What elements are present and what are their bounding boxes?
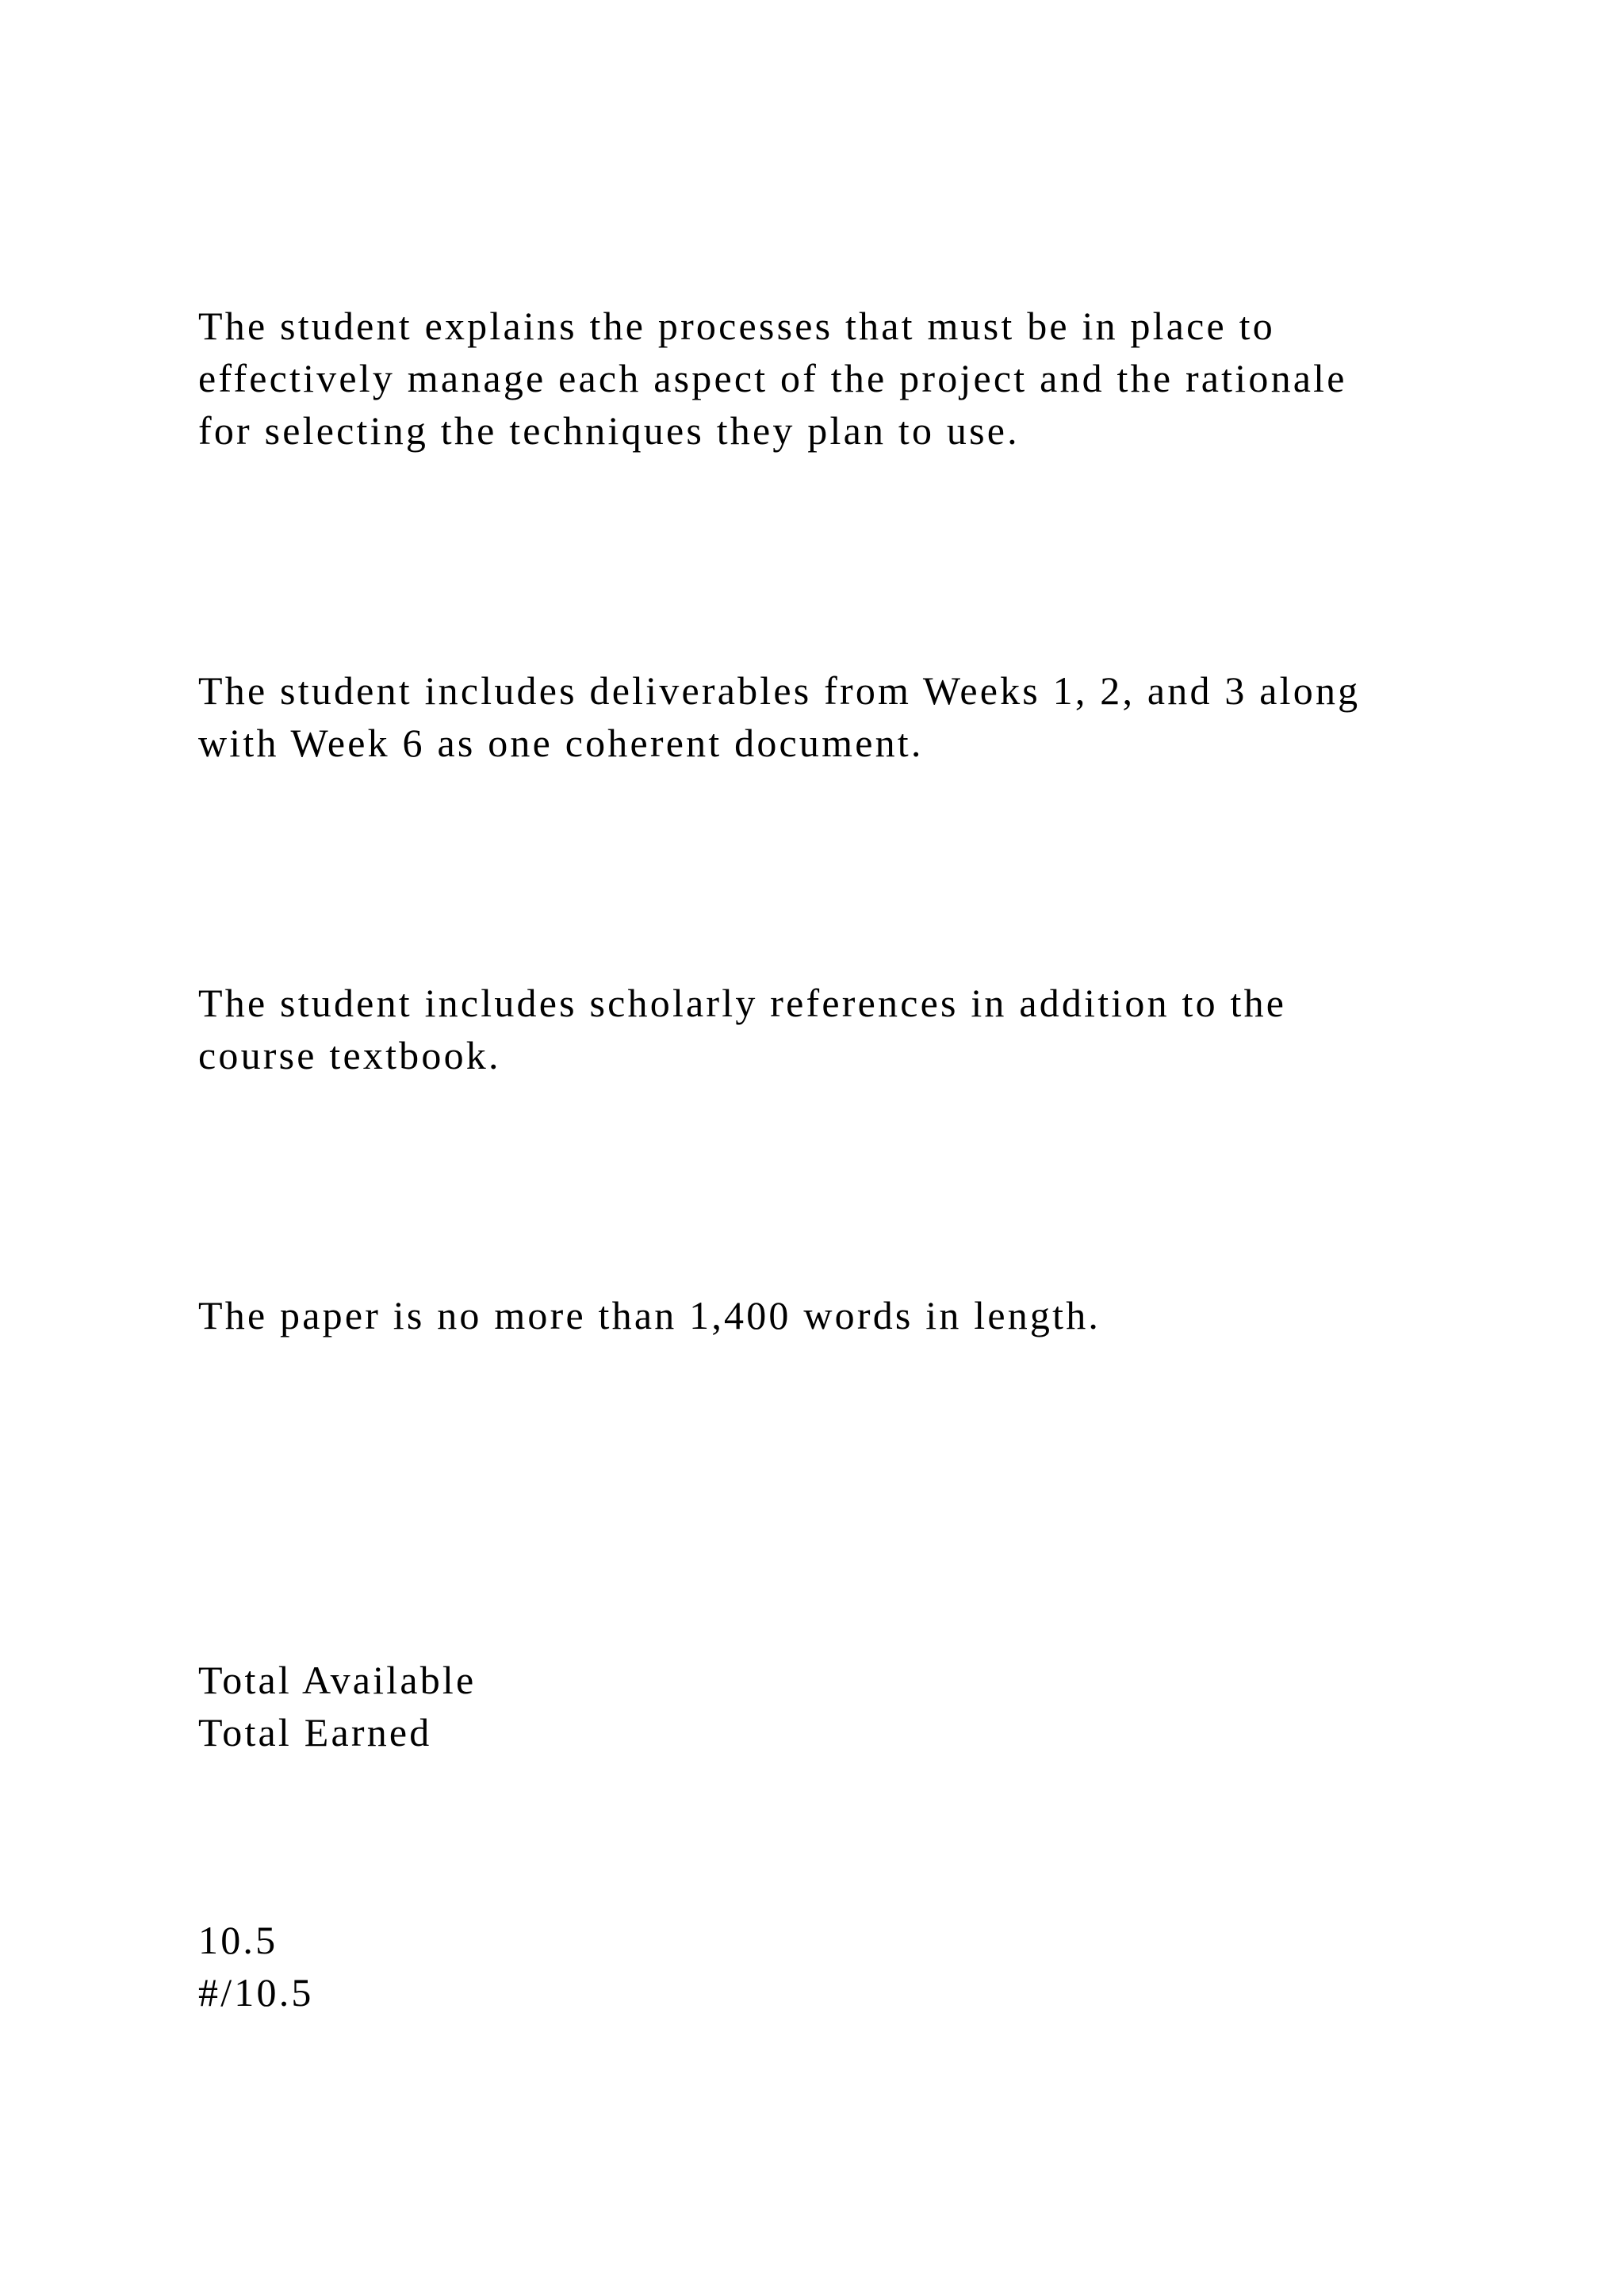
criterion-text-line: effectively manage each aspect of the project and the rationale [198,356,1347,400]
criterion-text-line: course textbook. [198,1033,501,1077]
totals-values [198,1914,1546,2019]
total-available-value: 10.5 [198,1918,278,1962]
criterion-text-line: The student explains the processes that must be in place to [198,304,1275,348]
criterion-length [198,1289,1546,1341]
total-earned-value: #/10.5 [198,1970,314,2015]
criterion-text-line: with Week 6 as one coherent document. [198,721,924,765]
criterion-processes [198,300,1546,457]
totals-labels [198,1654,1546,1758]
total-earned-label: Total Earned [198,1710,432,1755]
criterion-text-line: The student includes deliverables from Weeks 1, 2, and 3 along [198,668,1361,713]
criterion-text-line: The student includes scholarly references in addition to the [198,981,1287,1025]
total-available-label: Total Available [198,1658,477,1702]
criterion-deliverables [198,664,1546,769]
criterion-references [198,977,1546,1081]
criterion-text-line: for selecting the techniques they plan to use. [198,408,1020,453]
criterion-text-line: The paper is no more than 1,400 words in length. [198,1293,1101,1337]
